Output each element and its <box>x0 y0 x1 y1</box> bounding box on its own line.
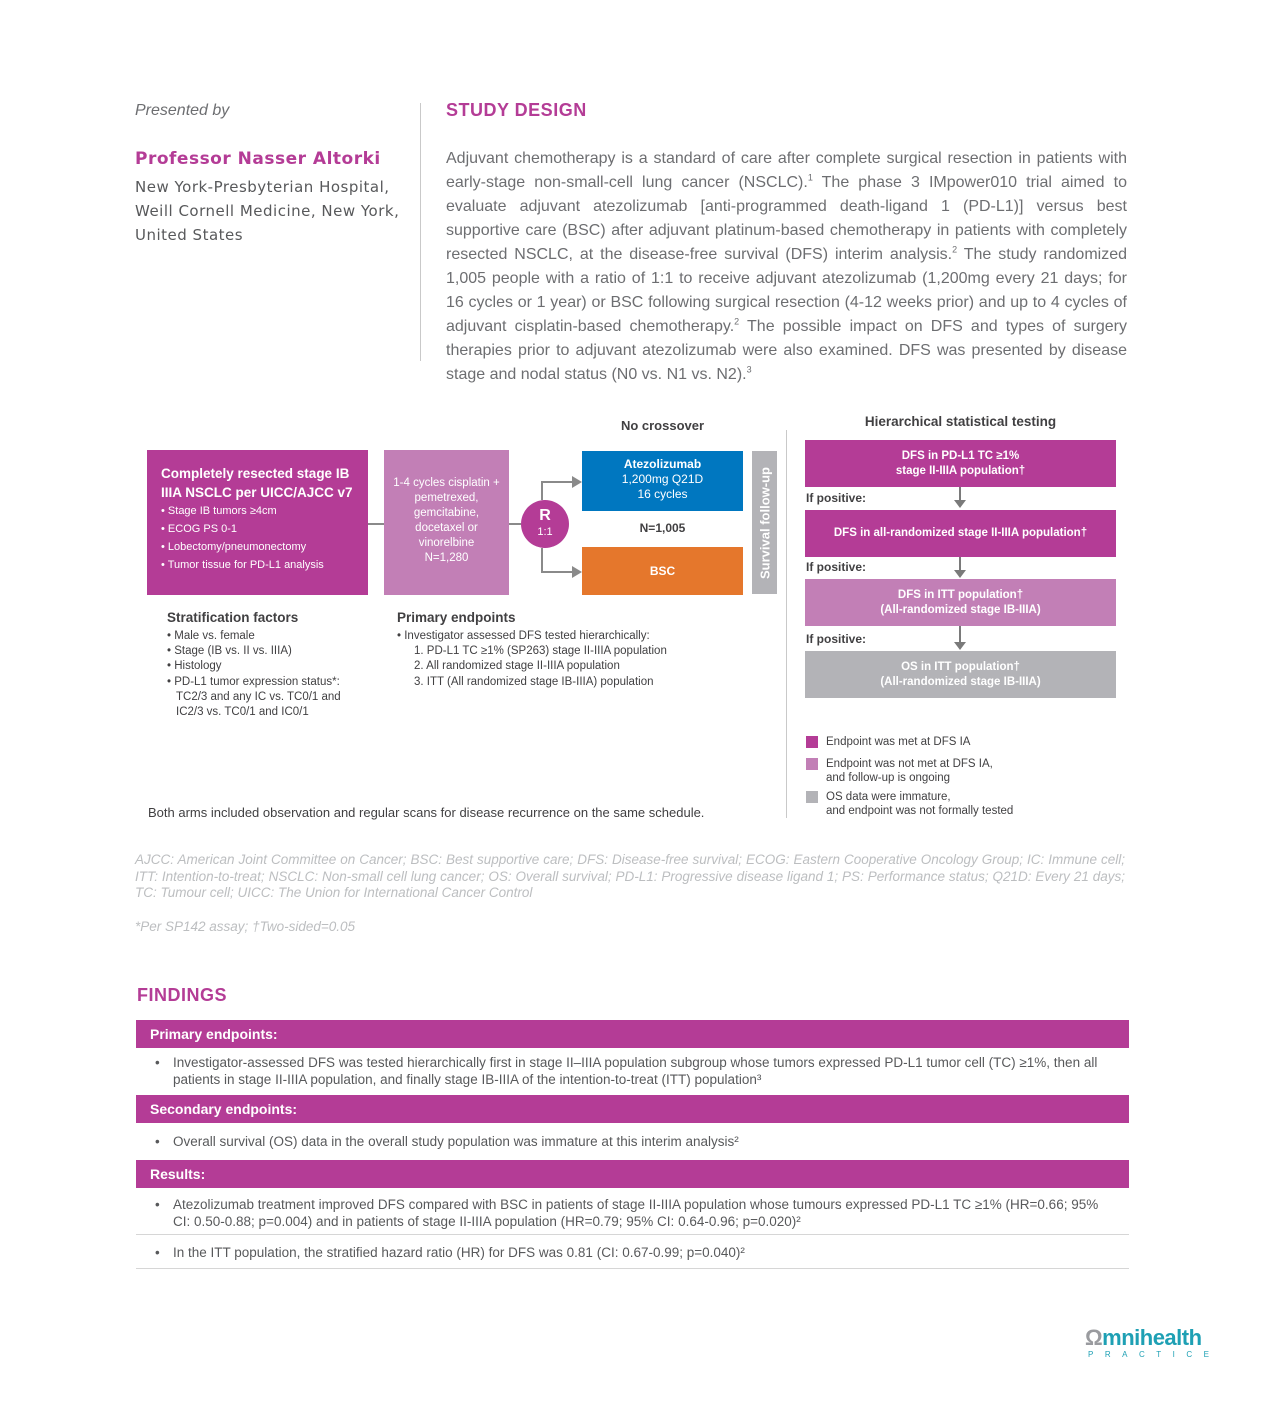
divider <box>786 430 787 818</box>
study-design-paragraph: Adjuvant chemotherapy is a standard of care after complete surgical resection in patients with early-stage non-small-cell lung cancer (NSCLC).$^1$ The phase 3 IMpower010 trial aimed to evaluate adjuvant atezolizumab [anti-programmed death-ligand 1 (PD-L1)] versus best supportive care (BSC) after adjuvant platinum-based chemotherapy in patients with completely resected NSCLC, at the disease-free survival (DFS) interim analysis.$^2$ The study randomized 1,005 people with a ratio of 1:1 to receive adjuvant atezolizumab (1,200mg every 21 days; for 16 cycles or 1 year) or BSC following surgical resection (4-12 weeks prior) and up to 4 cycles of adjuvant cisplatin-based chemotherapy.$^2$ The possible impact on DFS and types of surgery therapies prior to adjuvant atezolizumab were also examined. DFS was presented by disease stage and nodal status (N0 vs. N1 vs. N2).$^3$ <box>446 150 1128 383</box>
finding-item: • Atezolizumab treatment improved DFS compared with BSC in patients of stage II-IIIA population whose tumours expressed PD-L1 TC ≥1% (HR=0.66; 95% CI: 0.50-0.88; p=0.004) and in patients of stage II-IIIA population (HR=0.79; 95% CI: 0.64-0.96; p=0.020)² <box>136 1196 1129 1235</box>
omnihealth-logo: Ωmnihealth PRACTICE <box>1085 1325 1221 1359</box>
primary-endpoints-heading: Primary endpoints <box>397 610 516 625</box>
abbreviations: AJCC: American Joint Committee on Cancer; BSC: Best supportive care; DFS: Disease-free survival; ECOG: Eastern Cooperative Oncology Group; IC: Immune cell; ITT: Intention-to-treat; NSCLC: Non-small cell lung cancer; OS: Overall survival; PD-L1: Progressive disease ligand 1; PS: Performance status; Q21D: Every 21 days; TC: Tumour cell; UICC: The Union for International Cancer Control <box>135 852 1125 900</box>
arrow-icon <box>572 476 582 488</box>
sample-size: N=1,005 <box>639 521 686 535</box>
hier-box-4: OS in ITT population† (All-randomized stage IB-IIIA) <box>805 651 1116 698</box>
stratification-list: • Male vs. female • Stage (IB vs. II vs. IIIA) • Histology • PD-L1 tumor expression status*: TC2/3 and any IC vs. TC0/1 and IC2/3 vs. TC0/1 and IC0/1 <box>167 630 341 719</box>
hierarchical-heading: Hierarchical statistical testing <box>864 414 1057 429</box>
findings-heading: FINDINGS <box>137 985 228 1005</box>
legend-item-immature: OS data were immature, and endpoint was not formally tested <box>806 790 1013 818</box>
bsc-arm-box: BSC <box>582 547 743 595</box>
secondary-endpoints-bar: Secondary endpoints: <box>136 1095 1129 1123</box>
if-positive-label: If positive: <box>806 560 867 574</box>
finding-item: • In the ITT population, the stratified hazard ratio (HR) for DFS was 0.81 (CI: 0.67-0.99; p=0.040)² <box>136 1244 1129 1269</box>
hier-box-2: DFS in all-randomized stage II-IIIA population† <box>805 510 1116 557</box>
arrow-down-icon <box>959 626 961 644</box>
presenter-affiliation: New York-Presbyterian Hospital, Weill Cornell Medicine, New York, United States <box>135 178 400 244</box>
presented-by-label: Presented by <box>135 102 230 119</box>
footnote: *Per SP142 assay; †Two-sided=0.05 <box>135 919 356 934</box>
hier-box-1: DFS in PD-L1 TC ≥1% stage II-IIIA population† <box>805 440 1116 487</box>
hier-box-3: DFS in ITT population† (All-randomized stage IB-IIIA) <box>805 579 1116 626</box>
divider <box>420 103 421 361</box>
chemotherapy-box: 1-4 cycles cisplatin + pemetrexed, gemcitabine, docetaxel or vinorelbine N=1,280 <box>384 450 509 595</box>
arrow-down-icon <box>959 487 961 502</box>
randomization-circle: R 1:1 <box>521 500 569 548</box>
legend-item-not-met: Endpoint was not met at DFS IA, and follow-up is ongoing <box>806 757 993 785</box>
primary-endpoints-list: • Investigator assessed DFS tested hierarchically: 1. PD-L1 TC ≥1% (SP263) stage II-IIIA population 2. All randomized stage II-IIIA population 3. ITT (All randomized stage IB-IIIA) population <box>397 630 667 688</box>
atezolizumab-arm-box: Atezolizumab 1,200mg Q21D 16 cycles <box>582 451 743 511</box>
presenter-name: Professor Nasser Altorki <box>135 149 381 169</box>
arrow-down-icon <box>959 557 961 572</box>
arrow-icon <box>572 566 582 578</box>
survival-follow-up-bar: Survival follow-up <box>752 451 777 594</box>
finding-item: • Overall survival (OS) data in the overall study population was immature at this interim analysis² <box>136 1133 1129 1159</box>
legend-item-met: Endpoint was met at DFS IA <box>806 735 970 749</box>
finding-item: • Investigator-assessed DFS was tested hierarchically first in stage II–IIIA population subgroup whose tumors expressed PD-L1 tumor cell (TC) ≥1%, then all patients in stage II-IIIA population, and finally stage IB-IIIA of the intention-to-treat (ITT) population³ <box>136 1054 1129 1096</box>
study-design-heading: STUDY DESIGN <box>446 100 587 120</box>
stratification-heading: Stratification factors <box>167 610 299 625</box>
if-positive-label: If positive: <box>806 632 867 646</box>
arms-note: Both arms included observation and regular scans for disease recurrence on the same schedule. <box>148 805 705 820</box>
if-positive-label: If positive: <box>806 491 867 505</box>
eligibility-box: Completely resected stage IB IIIA NSCLC per UICC/AJCC v7 • Stage IB tumors ≥4cm • ECOG PS 0-1 • Lobectomy/pneumonectomy • Tumor tissue for PD-L1 analysis <box>147 450 368 595</box>
no-crossover-label: No crossover <box>620 418 705 433</box>
primary-endpoints-bar: Primary endpoints: <box>136 1020 1129 1048</box>
results-bar: Results: <box>136 1160 1129 1188</box>
